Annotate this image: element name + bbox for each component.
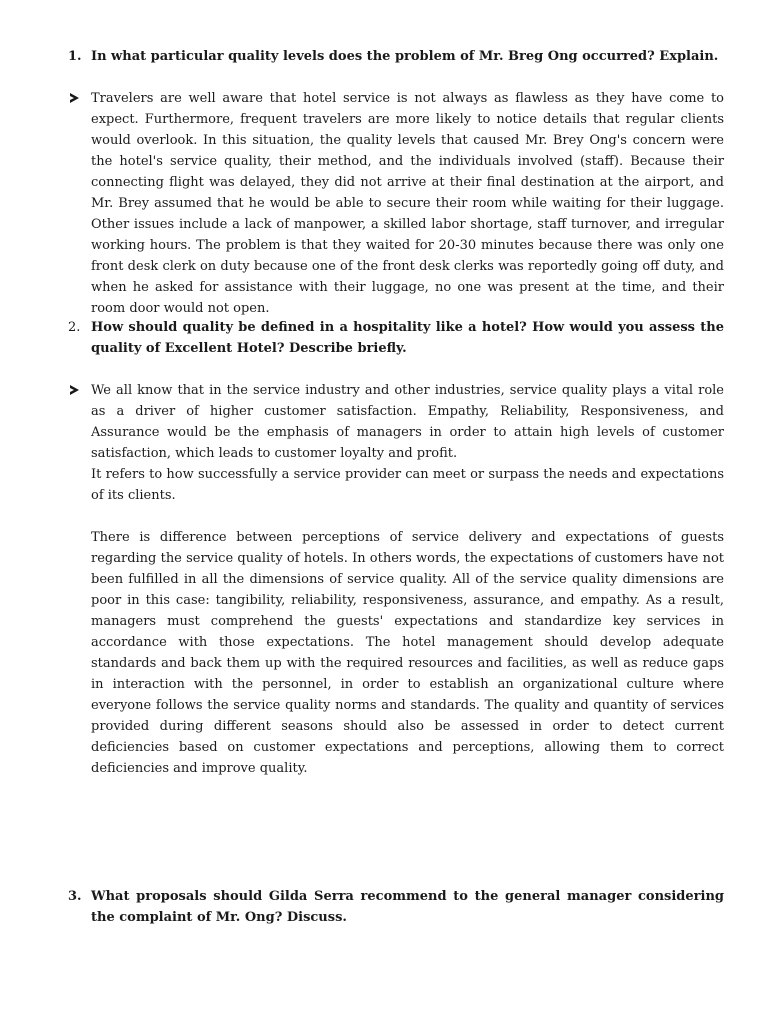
answer-paragraph: It refers to how successfully a service provider can meet or surpass the needs and expectations of its clients. [91, 467, 724, 503]
question-text: What proposals should Gilda Serra recommend to the general manager considering the complaint of Mr. Ong? Discuss. [91, 889, 724, 925]
question-number: 3. [68, 889, 82, 904]
answer-paragraph: Travelers are well aware that hotel service is not always as flawless as they have come to expect. Furthermore, frequent travelers are more likely to notice details that regular clients would overlook. In this situation, the quality levels that caused Mr. Brey Ong's concern were the hotel's service quality, their method, and the individuals involved (staff). Because their connecting flight was delayed, they did not arrive at their final destination at the airport, and Mr. Brey assumed that he would be able to secure their room while waiting for their luggage. Other issues include a lack of manpower, a skilled labor shortage, staff turnover, and irregular working hours. The problem is that they waited for 20-30 minutes because there was only one front desk clerk on duty because one of the front desk clerks was reportedly going off duty, and when he asked for assistance with their luggage, no one was present at the time, and their room door would not open. [91, 91, 724, 316]
question-1 [68, 46, 724, 67]
answer-paragraph: We all know that in the service industry and other industries, service quality plays a vital role as a driver of higher customer satisfaction. Empathy, Reliability, Responsiveness, and Assurance would be the emphasis of managers in order to attain high levels of customer satisfaction, which leads to customer loyalty and profit. [91, 383, 724, 461]
question-text: How should quality be defined in a hospitality like a hotel? How would you assess the quality of Excellent Hotel? Describe briefly. [91, 320, 724, 356]
answer-1 [68, 88, 724, 319]
question-3 [68, 886, 724, 928]
answer-2 [68, 380, 724, 779]
question-2 [68, 317, 724, 359]
question-number: 1. [68, 49, 82, 64]
answer-body [91, 380, 724, 779]
answer-body [91, 88, 724, 319]
answer-paragraph: There is difference between perceptions of service delivery and expectations of guests regarding the service quality of hotels. In others words, the expectations of customers have not been fulfilled in all the dimensions of service quality. All of the service quality dimensions are poor in this case: tangibility, reliability, responsiveness, assurance, and empathy. As a result, managers must comprehend the guests' expectations and standardize key services in accordance with those expectations. The hotel management should develop adequate standards and back them up with the required resources and facilities, as well as reduce gaps in interaction with the personnel, in order to establish an organizational culture where everyone follows the service quality norms and standards. The quality and quantity of services provided during different seasons should also be assessed in order to detect current deficiencies based on customer expectations and perceptions, allowing them to correct deficiencies and improve quality. [91, 530, 724, 776]
question-number: 2. [68, 320, 81, 335]
question-text: In what particular quality levels does the problem of Mr. Breg Ong occurred? Explain. [91, 49, 719, 64]
